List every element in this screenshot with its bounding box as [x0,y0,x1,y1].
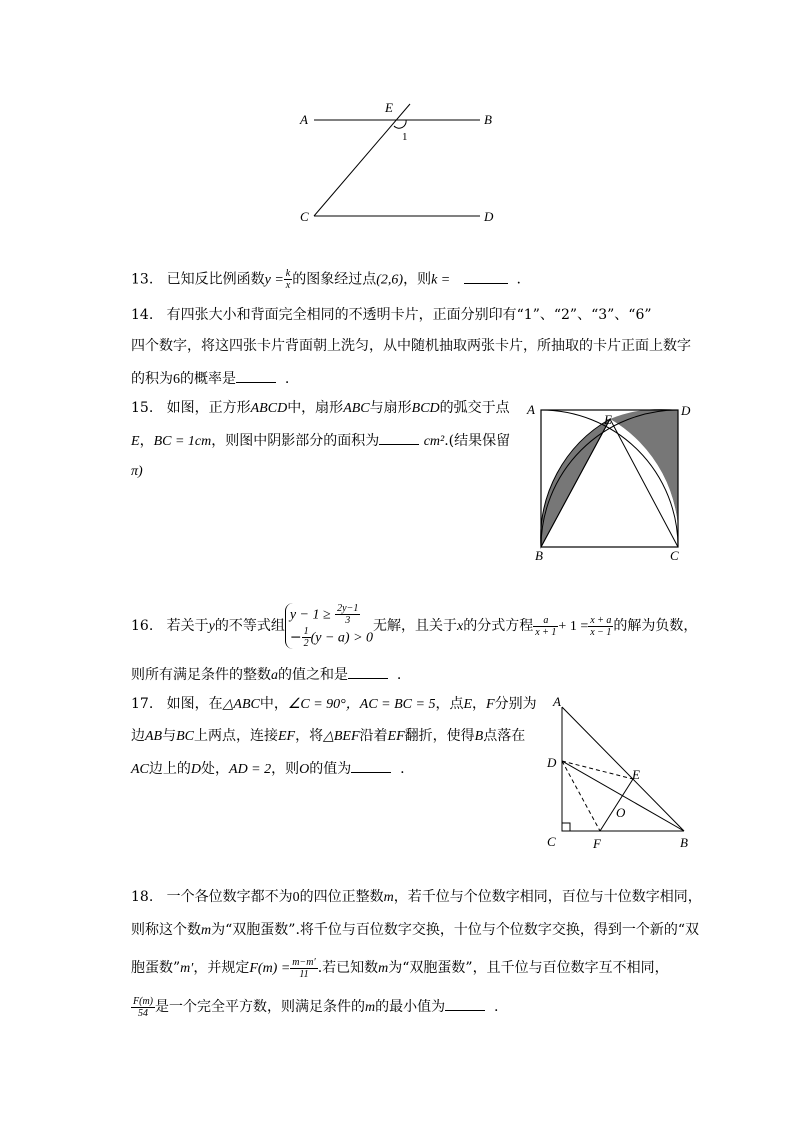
label-d: D [681,403,691,418]
answer-blank-16[interactable] [348,664,388,679]
label-e: E [385,100,393,115]
question-18-line-4: $\frac{F(m)}{54}$ 是一个完全平方数，则满足条件的m的最小值为 . [133,995,499,1019]
label-a: A [527,402,535,417]
answer-blank-17[interactable] [351,758,391,773]
question-15-line-1: 15. 如图，正方形ABCD中，扇形ABC与扇形BCD的弧交于点 [131,400,510,416]
label-d: D [547,755,557,770]
segment-db [562,761,684,831]
question-17-line-3: AC边上的D处，AD = 2，则O的值为 . [131,758,405,780]
label-b: B [680,835,688,850]
question-16-line-2: 则所有满足条件的整数a的值之和是 . [131,664,401,686]
label-c: C [547,834,556,849]
label-c: C [300,209,309,224]
label-c: C [670,548,679,563]
answer-blank-15[interactable] [379,430,419,445]
question-18-line-2: 则称这个数m为“双胞蛋数”.将千位与百位数字交换，十位与个位数字交换，得到一个新的“双 [131,922,700,938]
segment-de-dashed [562,761,633,779]
line-ce [314,104,410,216]
question-15-line-2: E，BC = 1cm，则图中阴影部分的面积为 cm².(结果保留 [131,430,510,452]
inequality-system: y − 1 ≥ $\frac{2y-1}{3}$ − $\frac{1}{2}$ (y − a) > 0 [285,603,373,649]
label-e: E [604,412,612,427]
question-14-line-1: 14. 有四张大小和背面完全相同的不透明卡片，正面分别印有“1”、“2”、“3”、“6” [131,307,652,323]
answer-blank-13[interactable] [464,269,508,284]
label-a: A [553,694,561,709]
question-13: 13. 已知反比例函数y = $\frac{k}{x}$ 的图象经过点(2,6)，则k = . [131,268,521,291]
question-17-line-1: 17. 如图，在△ABC中，∠C = 90°，AC = BC = 5，点E，F分别为 [131,696,537,712]
question-14-line-2: 四个数字，将这四张卡片背面朝上洗匀，从中随机抽取两张卡片，所抽取的卡片正面上数字 [131,338,691,354]
question-18-line-3: 胞蛋数”m′，并规定F(m) = $\frac{m-m'}{11}$ .若已知数m为“双胞蛋数”，且千位与百位数字互不相同， [131,956,669,980]
square-sectors-figure [524,398,699,566]
label-d: D [484,209,494,224]
question-14-line-3: 的积为6的概率是 . [131,368,289,390]
label-angle-1: 1 [402,131,408,143]
answer-blank-18[interactable] [445,996,485,1011]
question-16-line-1: 16. 若关于y的不等式组 y − 1 ≥ $\frac{2y-1}{3}$ − $\frac{1}{2}$ (y − a) > 0 无解，且关于x的分式方程 $\frac{a}{x + 1}$ + 1 = $\frac{x + a}{x - 1}$ 的解为负数， [131,603,698,649]
label-e: E [632,767,640,782]
label-b: B [535,548,543,563]
question-18-line-1: 18. 一个各位数字都不为0的四位正整数m，若千位与个位数字相同，百位与十位数字相同， [131,889,702,905]
label-f: F [593,836,601,851]
label-b: B [484,112,492,127]
triangle-fold-figure [540,693,710,855]
parallel-lines-figure [290,96,510,231]
label-o: O [616,805,626,820]
answer-blank-14[interactable] [236,368,276,383]
label-a: A [300,112,308,127]
question-15-line-3: π) [131,464,143,479]
segment-be [541,419,610,547]
question-17-line-2: 边AB与BC上两点，连接EF，将△BEF沿着EF翻折，使得B点落在 [131,728,526,744]
right-angle-mark [562,823,570,831]
